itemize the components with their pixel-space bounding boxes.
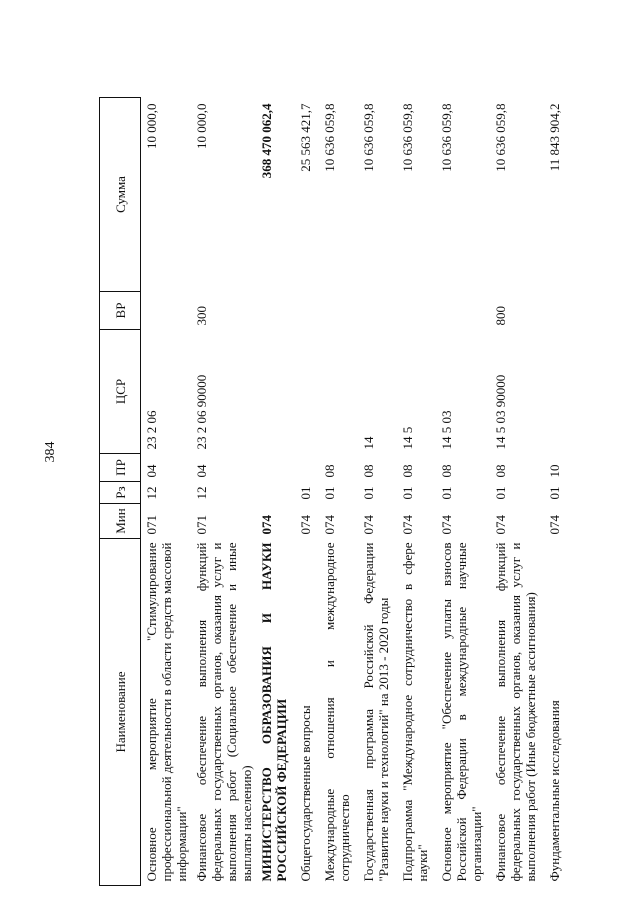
row-rz: 01 bbox=[400, 486, 415, 500]
row-rz: 01 bbox=[547, 486, 562, 500]
row-sum: 11 843 904,2 bbox=[547, 103, 562, 172]
header-sum: Сумма bbox=[100, 98, 141, 292]
row-pr: 04 bbox=[144, 464, 159, 478]
table-row bbox=[436, 98, 490, 886]
table-row bbox=[397, 98, 436, 886]
row-vr bbox=[397, 292, 436, 330]
header-vr: ВР bbox=[100, 292, 141, 330]
row-csr bbox=[295, 330, 319, 454]
header-name: Наименование bbox=[100, 539, 141, 886]
row-csr: 14 5 03 90000 bbox=[493, 374, 508, 450]
row-min: 074 bbox=[361, 515, 376, 535]
row-pr: 10 bbox=[547, 464, 562, 478]
row-min: 071 bbox=[144, 515, 159, 535]
row-pr: 08 bbox=[439, 464, 454, 478]
row-min: 074 bbox=[259, 515, 274, 535]
table-header-row bbox=[100, 98, 141, 886]
row-pr bbox=[256, 454, 295, 482]
budget-table-rotated bbox=[99, 98, 589, 886]
header-csr: ЦСР bbox=[100, 330, 141, 454]
row-csr: 23 2 06 bbox=[144, 410, 159, 450]
row-min: 074 bbox=[493, 515, 508, 535]
row-min: 074 bbox=[298, 515, 313, 535]
row-sum: 10 636 059,8 bbox=[400, 103, 415, 172]
row-name: Международные отношения и международное сотрудничество bbox=[322, 542, 352, 882]
row-csr: 23 2 06 90000 bbox=[194, 374, 209, 450]
row-name: Основное мероприятие "Обеспечение уплаты взносов Российской Федерации в международные научные организации" bbox=[439, 542, 484, 882]
row-vr: 300 bbox=[194, 306, 209, 326]
row-name: Фундаментальные исследования bbox=[547, 700, 562, 882]
row-min: 074 bbox=[547, 515, 562, 535]
budget-table bbox=[99, 97, 568, 886]
row-sum: 25 563 421,7 bbox=[298, 103, 313, 172]
row-rz: 01 bbox=[439, 486, 454, 500]
row-vr bbox=[141, 292, 192, 330]
row-rz bbox=[256, 482, 295, 504]
row-name: МИНИСТЕРСТВО ОБРАЗОВАНИЯ И НАУКИ РОССИЙСКОЙ ФЕДЕРАЦИИ bbox=[259, 542, 289, 882]
table-row bbox=[490, 98, 544, 886]
row-sum: 10 636 059,8 bbox=[322, 103, 337, 172]
table-row bbox=[295, 98, 319, 886]
header-rz: Рз bbox=[100, 482, 141, 504]
row-name: Подпрограмма "Международное сотрудничество в сфере науки" bbox=[400, 542, 430, 882]
row-pr: 08 bbox=[400, 464, 415, 478]
page-number: 384 bbox=[43, 441, 58, 463]
row-csr: 14 bbox=[361, 436, 376, 450]
row-pr: 08 bbox=[322, 464, 337, 478]
row-name: Общегосударственные вопросы bbox=[298, 705, 313, 882]
row-min: 074 bbox=[400, 515, 415, 535]
row-rz: 01 bbox=[361, 486, 376, 500]
row-name: Основное мероприятие "Стимулирование профессиональной деятельности в области средств массовой информации" bbox=[144, 542, 189, 882]
row-csr bbox=[544, 330, 568, 454]
header-min: Мин bbox=[100, 504, 141, 539]
table-row bbox=[319, 98, 358, 886]
row-sum: 10 000,0 bbox=[144, 103, 159, 149]
row-sum: 368 470 062,4 bbox=[259, 103, 274, 179]
table-row bbox=[358, 98, 397, 886]
row-rz: 12 bbox=[144, 486, 159, 500]
row-pr: 04 bbox=[194, 464, 209, 478]
row-vr: 800 bbox=[493, 306, 508, 326]
row-name: Финансовое обеспечение выполнения функций федеральных государственных органов, оказания услуг и выполнения работ (Иные бюджетные ассигнования) bbox=[493, 542, 538, 882]
row-sum: 10 636 059,8 bbox=[493, 103, 508, 172]
table-row bbox=[141, 98, 192, 886]
row-min: 071 bbox=[194, 515, 209, 535]
row-rz: 12 bbox=[194, 486, 209, 500]
row-name: Государственная программа Российской Федерации "Развитие науки и технологий" на 2013 - 2020 годы bbox=[361, 542, 391, 882]
row-vr bbox=[295, 292, 319, 330]
row-sum: 10 636 059,8 bbox=[439, 103, 454, 172]
table-row bbox=[191, 98, 256, 886]
row-vr bbox=[256, 292, 295, 330]
row-rz: 01 bbox=[493, 486, 508, 500]
row-vr bbox=[319, 292, 358, 330]
row-pr: 08 bbox=[493, 464, 508, 478]
row-rz: 01 bbox=[298, 486, 313, 500]
row-csr bbox=[319, 330, 358, 454]
row-vr bbox=[358, 292, 397, 330]
row-vr bbox=[436, 292, 490, 330]
header-pr: ПР bbox=[100, 454, 141, 482]
table-row bbox=[256, 98, 295, 886]
table-row bbox=[544, 98, 568, 886]
row-pr bbox=[295, 454, 319, 482]
row-rz: 01 bbox=[322, 486, 337, 500]
row-csr: 14 5 03 bbox=[439, 410, 454, 450]
row-min: 074 bbox=[439, 515, 454, 535]
row-sum: 10 000,0 bbox=[194, 103, 209, 149]
row-csr: 14 5 bbox=[400, 426, 415, 450]
row-vr bbox=[544, 292, 568, 330]
row-name: Финансовое обеспечение выполнения функций федеральных государственных органов, оказания услуг и выполнения работ (Социальное обеспечение и иные выплаты населению) bbox=[194, 542, 254, 882]
row-pr: 08 bbox=[361, 464, 376, 478]
row-min: 074 bbox=[322, 515, 337, 535]
row-sum: 10 636 059,8 bbox=[361, 103, 376, 172]
row-csr bbox=[256, 330, 295, 454]
